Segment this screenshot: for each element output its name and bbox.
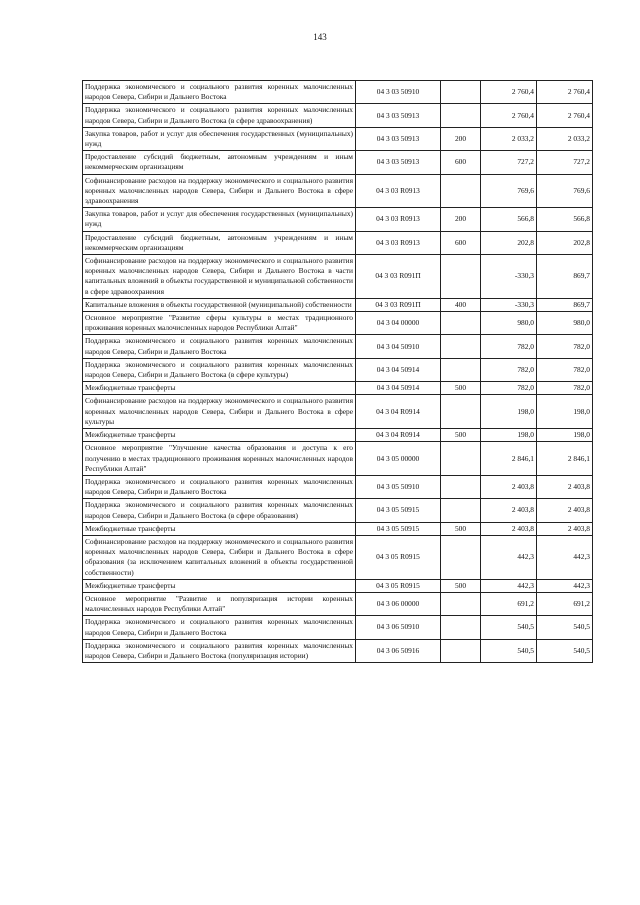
table-row bbox=[83, 395, 593, 429]
row-amount-with-changes-cell: 540,5 bbox=[537, 616, 593, 639]
row-expense-type-cell: 500 bbox=[441, 429, 481, 442]
row-amount-with-changes-cell: 2 760,4 bbox=[537, 104, 593, 127]
budget-table-body bbox=[83, 81, 593, 663]
row-name-cell: Поддержка экономического и социального развития коренных малочисленных народов Севера, Сибири и Дальнего Востока bbox=[83, 81, 356, 104]
row-amount-cell: 769,6 bbox=[481, 174, 537, 208]
row-name-cell: Закупка товаров, работ и услуг для обеспечения государственных (муниципальных) нужд bbox=[83, 127, 356, 150]
table-row bbox=[83, 522, 593, 535]
row-expense-type-cell bbox=[441, 255, 481, 299]
row-code-cell: 04 3 03 R0913 bbox=[356, 231, 441, 254]
row-expense-type-cell bbox=[441, 335, 481, 358]
row-code-cell: 04 3 04 00000 bbox=[356, 312, 441, 335]
row-name-cell: Межбюджетные трансферты bbox=[83, 522, 356, 535]
row-code-cell: 04 3 06 50916 bbox=[356, 639, 441, 662]
row-code-cell: 04 3 05 00000 bbox=[356, 442, 441, 476]
row-code-cell: 04 3 03 50910 bbox=[356, 81, 441, 104]
row-name-cell: Поддержка экономического и социального развития коренных малочисленных народов Севера, Сибири и Дальнего Востока bbox=[83, 335, 356, 358]
row-amount-cell: 2 760,4 bbox=[481, 81, 537, 104]
row-name-cell: Поддержка экономического и социального развития коренных малочисленных народов Севера, Сибири и Дальнего Востока (популяризация истории) bbox=[83, 639, 356, 662]
row-amount-with-changes-cell: 2 760,4 bbox=[537, 81, 593, 104]
row-name-cell: Межбюджетные трансферты bbox=[83, 429, 356, 442]
row-code-cell: 04 3 03 50913 bbox=[356, 104, 441, 127]
row-amount-with-changes-cell: 727,2 bbox=[537, 151, 593, 174]
row-amount-with-changes-cell: 566,8 bbox=[537, 208, 593, 231]
row-amount-cell: 2 846,1 bbox=[481, 442, 537, 476]
table-row bbox=[83, 616, 593, 639]
row-expense-type-cell: 200 bbox=[441, 208, 481, 231]
budget-table bbox=[82, 80, 593, 663]
row-code-cell: 04 3 04 R0914 bbox=[356, 429, 441, 442]
row-amount-with-changes-cell: 2 403,8 bbox=[537, 522, 593, 535]
row-name-cell: Поддержка экономического и социального развития коренных малочисленных народов Севера, Сибири и Дальнего Востока bbox=[83, 616, 356, 639]
row-name-cell: Софинансирование расходов на поддержку экономического и социального развития коренных малочисленных народов Севера, Сибири и Дальнего Востока в сфере здравоохранения bbox=[83, 174, 356, 208]
row-amount-cell: 202,8 bbox=[481, 231, 537, 254]
row-code-cell: 04 3 04 R0914 bbox=[356, 395, 441, 429]
row-expense-type-cell bbox=[441, 442, 481, 476]
row-expense-type-cell bbox=[441, 639, 481, 662]
row-name-cell: Предоставление субсидий бюджетным, автономным учреждениям и иным некоммерческим организациям bbox=[83, 231, 356, 254]
row-amount-with-changes-cell: 442,3 bbox=[537, 535, 593, 579]
row-amount-cell: 782,0 bbox=[481, 382, 537, 395]
row-amount-with-changes-cell: 2 846,1 bbox=[537, 442, 593, 476]
row-name-cell: Поддержка экономического и социального развития коренных малочисленных народов Севера, Сибири и Дальнего Востока bbox=[83, 475, 356, 498]
table-row bbox=[83, 298, 593, 311]
row-amount-with-changes-cell: 782,0 bbox=[537, 382, 593, 395]
row-amount-cell: 540,5 bbox=[481, 616, 537, 639]
table-row bbox=[83, 127, 593, 150]
row-code-cell: 04 3 03 50913 bbox=[356, 151, 441, 174]
row-name-cell: Поддержка экономического и социального развития коренных малочисленных народов Севера, Сибири и Дальнего Востока (в сфере здравоохранения) bbox=[83, 104, 356, 127]
row-code-cell: 04 3 03 R0913 bbox=[356, 208, 441, 231]
row-amount-with-changes-cell: 198,0 bbox=[537, 395, 593, 429]
row-amount-with-changes-cell: 2 033,2 bbox=[537, 127, 593, 150]
row-amount-cell: 980,0 bbox=[481, 312, 537, 335]
row-code-cell: 04 3 05 50915 bbox=[356, 499, 441, 522]
row-amount-cell: 2 403,8 bbox=[481, 475, 537, 498]
row-name-cell: Софинансирование расходов на поддержку экономического и социального развития коренных малочисленных народов Севера, Сибири и Дальнего Востока в сфере образования (за исключением капитальных вложений в объекты государственной собственности) bbox=[83, 535, 356, 579]
table-row bbox=[83, 208, 593, 231]
row-expense-type-cell: 500 bbox=[441, 579, 481, 592]
row-amount-with-changes-cell: 2 403,8 bbox=[537, 475, 593, 498]
row-code-cell: 04 3 05 50910 bbox=[356, 475, 441, 498]
table-row bbox=[83, 442, 593, 476]
row-expense-type-cell bbox=[441, 312, 481, 335]
table-row bbox=[83, 104, 593, 127]
row-amount-cell: 566,8 bbox=[481, 208, 537, 231]
table-row bbox=[83, 255, 593, 299]
row-code-cell: 04 3 04 50910 bbox=[356, 335, 441, 358]
row-amount-with-changes-cell: 869,7 bbox=[537, 255, 593, 299]
table-row bbox=[83, 335, 593, 358]
row-amount-cell: 2 403,8 bbox=[481, 499, 537, 522]
row-amount-cell: 198,0 bbox=[481, 429, 537, 442]
row-expense-type-cell bbox=[441, 535, 481, 579]
table-row bbox=[83, 429, 593, 442]
row-amount-with-changes-cell: 691,2 bbox=[537, 592, 593, 615]
row-amount-cell: 782,0 bbox=[481, 358, 537, 381]
row-code-cell: 04 3 03 R0913 bbox=[356, 174, 441, 208]
row-name-cell: Капитальные вложения в объекты государственной (муниципальной) собственности bbox=[83, 298, 356, 311]
row-name-cell: Основное мероприятие "Развитие сферы культуры в местах традиционного проживания коренных малочисленных народов Республики Алтай" bbox=[83, 312, 356, 335]
table-row bbox=[83, 231, 593, 254]
row-name-cell: Поддержка экономического и социального развития коренных малочисленных народов Севера, Сибири и Дальнего Востока (в сфере образования) bbox=[83, 499, 356, 522]
row-name-cell: Основное мероприятие "Улучшение качества образования и доступа к его получению в местах традиционного проживания коренных малочисленных народов Республики Алтай" bbox=[83, 442, 356, 476]
table-row bbox=[83, 592, 593, 615]
table-row bbox=[83, 151, 593, 174]
row-name-cell: Предоставление субсидий бюджетным, автономным учреждениям и иным некоммерческим организациям bbox=[83, 151, 356, 174]
row-amount-cell: 442,3 bbox=[481, 535, 537, 579]
row-name-cell: Межбюджетные трансферты bbox=[83, 382, 356, 395]
row-expense-type-cell bbox=[441, 174, 481, 208]
row-amount-cell: 540,5 bbox=[481, 639, 537, 662]
row-expense-type-cell: 400 bbox=[441, 298, 481, 311]
row-amount-with-changes-cell: 198,0 bbox=[537, 429, 593, 442]
row-amount-with-changes-cell: 442,3 bbox=[537, 579, 593, 592]
row-name-cell: Поддержка экономического и социального развития коренных малочисленных народов Севера, Сибири и Дальнего Востока (в сфере культуры) bbox=[83, 358, 356, 381]
row-amount-with-changes-cell: 782,0 bbox=[537, 358, 593, 381]
row-expense-type-cell bbox=[441, 475, 481, 498]
row-amount-with-changes-cell: 769,6 bbox=[537, 174, 593, 208]
row-expense-type-cell: 200 bbox=[441, 127, 481, 150]
row-amount-cell: 691,2 bbox=[481, 592, 537, 615]
row-code-cell: 04 3 04 50914 bbox=[356, 382, 441, 395]
row-name-cell: Закупка товаров, работ и услуг для обеспечения государственных (муниципальных) нужд bbox=[83, 208, 356, 231]
row-expense-type-cell bbox=[441, 592, 481, 615]
row-amount-cell: 2 033,2 bbox=[481, 127, 537, 150]
row-code-cell: 04 3 03 R091П bbox=[356, 298, 441, 311]
row-code-cell: 04 3 06 50910 bbox=[356, 616, 441, 639]
row-name-cell: Софинансирование расходов на поддержку экономического и социального развития коренных малочисленных народов Севера, Сибири и Дальнего Востока в сфере культуры bbox=[83, 395, 356, 429]
row-expense-type-cell: 500 bbox=[441, 522, 481, 535]
row-expense-type-cell: 600 bbox=[441, 231, 481, 254]
row-code-cell: 04 3 06 00000 bbox=[356, 592, 441, 615]
row-expense-type-cell bbox=[441, 104, 481, 127]
row-amount-with-changes-cell: 980,0 bbox=[537, 312, 593, 335]
row-expense-type-cell bbox=[441, 81, 481, 104]
page-number: 143 bbox=[313, 32, 327, 42]
row-amount-cell: 2 403,8 bbox=[481, 522, 537, 535]
row-amount-with-changes-cell: 2 403,8 bbox=[537, 499, 593, 522]
row-amount-cell: -330,3 bbox=[481, 298, 537, 311]
table-row bbox=[83, 535, 593, 579]
row-code-cell: 04 3 03 R091П bbox=[356, 255, 441, 299]
row-expense-type-cell: 500 bbox=[441, 382, 481, 395]
table-row bbox=[83, 358, 593, 381]
row-expense-type-cell: 600 bbox=[441, 151, 481, 174]
row-code-cell: 04 3 03 50913 bbox=[356, 127, 441, 150]
row-amount-cell: 198,0 bbox=[481, 395, 537, 429]
row-name-cell: Межбюджетные трансферты bbox=[83, 579, 356, 592]
row-amount-with-changes-cell: 540,5 bbox=[537, 639, 593, 662]
row-amount-with-changes-cell: 869,7 bbox=[537, 298, 593, 311]
row-amount-with-changes-cell: 782,0 bbox=[537, 335, 593, 358]
row-amount-cell: -330,3 bbox=[481, 255, 537, 299]
table-row bbox=[83, 174, 593, 208]
row-code-cell: 04 3 05 R0915 bbox=[356, 535, 441, 579]
row-amount-cell: 727,2 bbox=[481, 151, 537, 174]
row-expense-type-cell bbox=[441, 395, 481, 429]
row-amount-cell: 782,0 bbox=[481, 335, 537, 358]
table-row bbox=[83, 639, 593, 662]
row-code-cell: 04 3 05 R0915 bbox=[356, 579, 441, 592]
table-row bbox=[83, 475, 593, 498]
row-name-cell: Основное мероприятие "Развитие и популяризация истории коренных малочисленных народов Республики Алтай" bbox=[83, 592, 356, 615]
table-row bbox=[83, 499, 593, 522]
row-name-cell: Софинансирование расходов на поддержку экономического и социального развития коренных малочисленных народов Севера, Сибири и Дальнего Востока в части капитальных вложений в объекты государственной и муниципальной собственности в сфере здравоохранения bbox=[83, 255, 356, 299]
row-expense-type-cell bbox=[441, 616, 481, 639]
row-amount-with-changes-cell: 202,8 bbox=[537, 231, 593, 254]
table-row bbox=[83, 312, 593, 335]
row-code-cell: 04 3 05 50915 bbox=[356, 522, 441, 535]
row-amount-cell: 2 760,4 bbox=[481, 104, 537, 127]
row-expense-type-cell bbox=[441, 358, 481, 381]
table-row bbox=[83, 382, 593, 395]
row-expense-type-cell bbox=[441, 499, 481, 522]
row-code-cell: 04 3 04 50914 bbox=[356, 358, 441, 381]
table-row bbox=[83, 81, 593, 104]
table-row bbox=[83, 579, 593, 592]
row-amount-cell: 442,3 bbox=[481, 579, 537, 592]
